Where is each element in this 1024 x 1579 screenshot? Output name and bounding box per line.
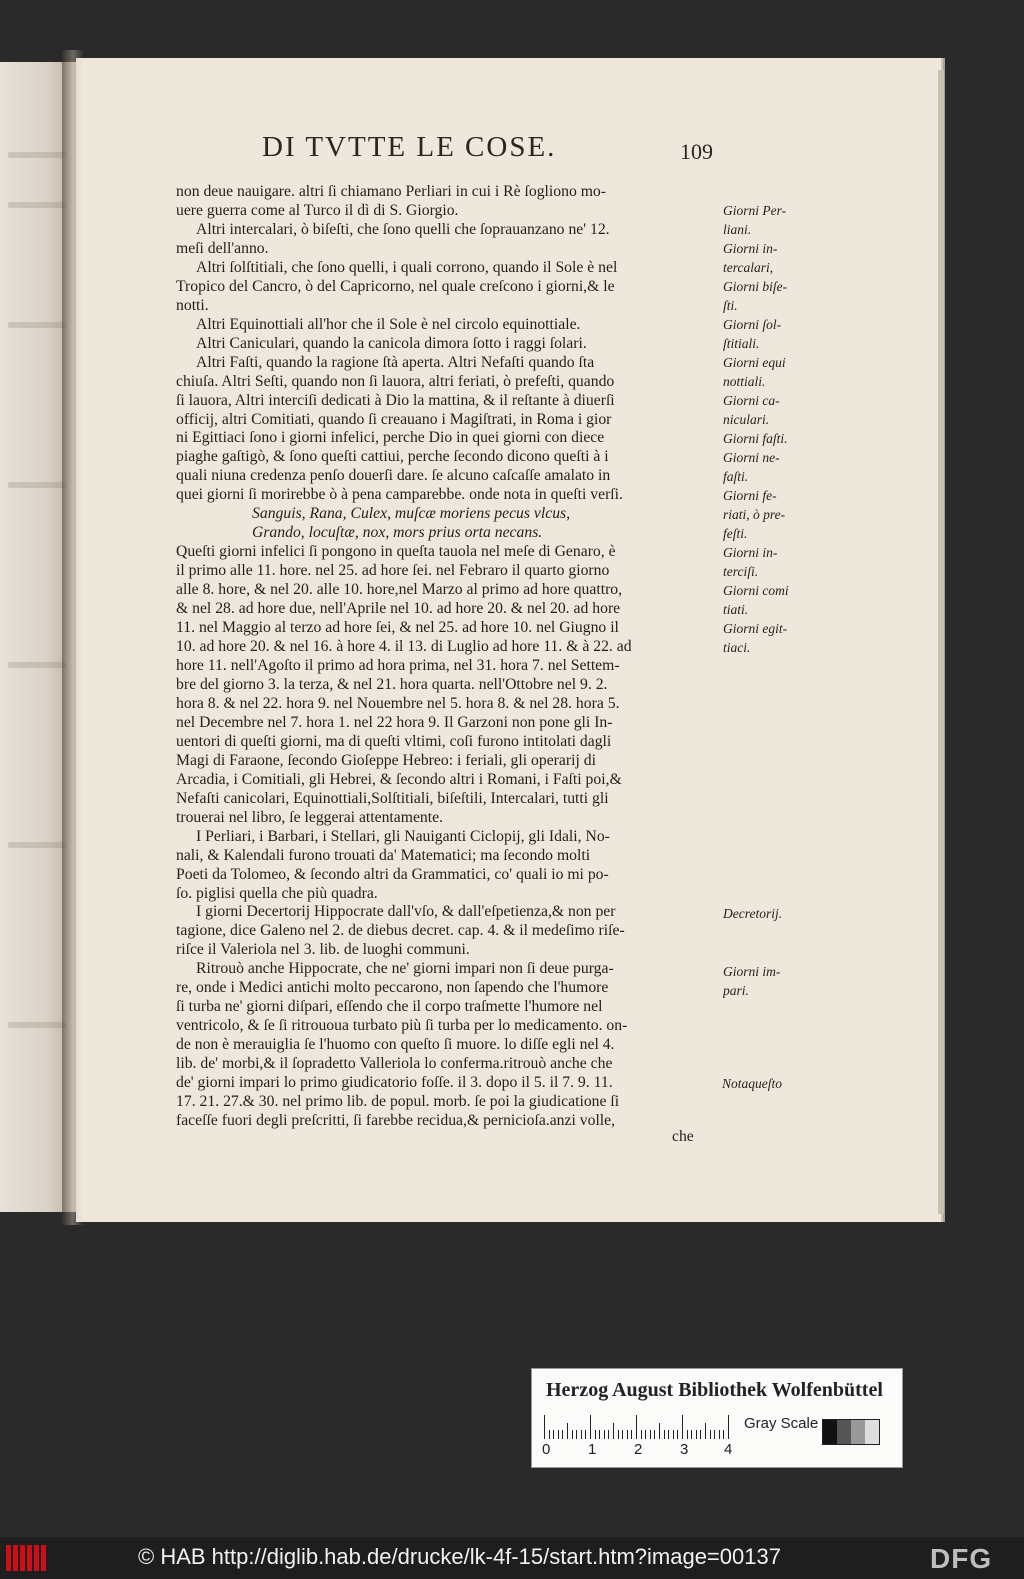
ruler-number: 2 xyxy=(634,1441,643,1458)
ruler-tick xyxy=(650,1430,651,1439)
margin-note: Giorni egit- xyxy=(723,621,788,636)
margin-note: ſti. xyxy=(723,298,738,313)
margin-note: tercalari, xyxy=(723,260,774,275)
margin-note: Giorni ca- xyxy=(723,393,780,408)
text-line: I giorni Decertorij Hippocrate dall'vſo, & dall'eſpetienza,& non per xyxy=(196,903,616,921)
ruler-tick xyxy=(654,1430,655,1439)
ruler-tick xyxy=(696,1430,697,1439)
ruler-tick xyxy=(553,1430,554,1439)
page-number: 109 xyxy=(680,139,713,164)
ruler-tick xyxy=(728,1415,729,1439)
text-line: ſo. piglisi quella che più quadra. xyxy=(176,884,378,902)
margin-note: Giorni equi xyxy=(723,355,786,370)
ruler-tick xyxy=(710,1430,711,1439)
text-line: Grando, locuſtæ, nox, mors prius orta necans. xyxy=(252,524,543,542)
ruler-tick xyxy=(714,1430,715,1439)
text-line: quei giorni ſi morirebbe ò à pena camparebbe. onde nota in queſti verſi. xyxy=(176,486,623,504)
text-line: Altri Equinottiali all'hor che il Sole è nel circolo equinottiale. xyxy=(196,315,581,333)
text-line: Tropico del Cancro, ò del Capricorno, nel quale creſcono i giorni,& le xyxy=(176,277,615,295)
ruler-tick xyxy=(705,1423,706,1439)
ruler-tick xyxy=(691,1430,692,1439)
page-fore-edge xyxy=(938,70,944,1214)
text-line: Poeti da Tolomeo, & ſecondo altri da Grammatici, co' quali io mi po- xyxy=(176,865,609,883)
book-gutter xyxy=(62,50,84,1225)
ruler-tick xyxy=(677,1430,678,1439)
ruler-tick xyxy=(549,1430,550,1439)
ruler-tick xyxy=(595,1430,596,1439)
text-line: Altri Caniculari, quando la canicola dimora ſotto i raggi ſolari. xyxy=(196,334,587,352)
text-line: Altri ſolſtitiali, che ſono quelli, i quali corrono, quando il Sole è nel xyxy=(196,258,618,276)
dfg-logo: DFG xyxy=(930,1543,993,1574)
margin-note: tiaci. xyxy=(723,640,751,655)
margin-note: niculari. xyxy=(723,412,770,427)
ruler-tick xyxy=(567,1423,568,1439)
ruler-tick xyxy=(682,1415,683,1439)
margin-note: terciſi. xyxy=(723,564,759,579)
text-line: 10. ad hore 20. & nel 16. à hore 4. il 13. di Luglio ad hore 11. & à 22. ad xyxy=(176,638,632,656)
ruler-tick xyxy=(604,1430,605,1439)
ruler-tick xyxy=(700,1430,701,1439)
text-line: de non è merauiglia ſe l'huomo con queſto ſi muore. lo diſſe egli nel 4. xyxy=(176,1036,615,1054)
margin-note: Giorni fe- xyxy=(723,488,777,503)
ruler-tick xyxy=(613,1423,614,1439)
copyright-link[interactable]: © HAB http://diglib.hab.de/drucke/lk-4f-15/start.htm?image=00137 xyxy=(138,1544,781,1569)
margin-note: Giorni in- xyxy=(723,241,778,256)
text-line: hora 8. & nel 22. hora 9. nel Nouembre nel 5. hora 8. & nel 28. hora 5. xyxy=(176,694,620,712)
ruler-tick xyxy=(687,1430,688,1439)
margin-note: feſti. xyxy=(723,526,748,541)
ruler-tick xyxy=(572,1430,573,1439)
ruler-tick xyxy=(590,1415,591,1439)
ruler-tick xyxy=(558,1430,559,1439)
ruler-tick xyxy=(581,1430,582,1439)
ruler-tick xyxy=(673,1430,674,1439)
text-line: de' giorni impari lo primo giudicatorio foſſe. il 3. dopo il 5. il 7. 9. 11. xyxy=(176,1074,613,1092)
ruler-tick xyxy=(641,1430,642,1439)
text-line: quali niuna credenza penſo douerſi dare. ſe alcuno caſcaſſe amalato in xyxy=(176,467,611,485)
ruler-tick xyxy=(627,1430,628,1439)
ruler-tick xyxy=(562,1430,563,1439)
ruler-tick xyxy=(636,1415,637,1439)
catchword: che xyxy=(672,1128,694,1145)
gray-swatch xyxy=(823,1420,837,1444)
gray-scale-label: Gray Scale xyxy=(744,1415,819,1432)
ruler-number: 3 xyxy=(680,1441,689,1458)
margin-note: Giorni faſti. xyxy=(723,431,788,446)
ruler-tick xyxy=(631,1430,632,1439)
ruler-scale xyxy=(544,1413,742,1439)
margin-note: ſtitiali. xyxy=(723,336,760,351)
text-line: uere guerra come al Turco il dì di S. Giorgio. xyxy=(176,201,459,219)
text-line: non deue nauigare. altri ſi chiamano Perliari in cui i Rè ſogliono mo- xyxy=(176,183,606,200)
text-line: Sanguis, Rana, Culex, muſcæ moriens pecus vlcus, xyxy=(252,505,571,523)
ruler-tick xyxy=(608,1430,609,1439)
text-line: alle 8. hore, & nel 20. alle 10. hore,nel Marzo al primo ad hore quattro, xyxy=(176,581,623,599)
text-line: bre del giorno 3. la terza, & nel 21. hora quarta. nell'Ottobre nel 9. 2. xyxy=(176,675,608,693)
ruler-tick xyxy=(599,1430,600,1439)
ruler-tick xyxy=(668,1430,669,1439)
margin-note: Decretorij. xyxy=(723,906,783,921)
text-line: Queſti giorni infelici ſi pongono in queſta tauola nel meſe di Genaro, è xyxy=(176,543,616,561)
text-line: Magi di Faraone, ſecondo Gioſeppe Hebreo: i feriali, gli operarij di xyxy=(176,751,596,769)
gray-swatch xyxy=(865,1420,879,1444)
margin-note: Giorni comi xyxy=(723,583,789,598)
text-line: Altri intercalari, ò biſeſti, che ſono quelli che ſoprauanzano ne' 12. xyxy=(196,220,610,238)
ruler-tick xyxy=(664,1430,665,1439)
text-line: re, onde i Medici antichi molto peccarono, non ſapendo che l'humore xyxy=(176,979,609,997)
text-line: il primo alle 11. hore. nel 25. ad hore ſei. nel Febraro il quarto giorno xyxy=(176,562,610,580)
text-line: notti. xyxy=(176,296,209,314)
text-line: 17. 21. 27.& 30. nel primo lib. de popul. morb. ſe poi la giudicatione ſi xyxy=(176,1093,620,1111)
ruler-tick xyxy=(723,1430,724,1439)
text-line: trouerai nel libro, ſe leggerai attentamente. xyxy=(176,808,444,826)
margin-note: Giorni Per- xyxy=(723,203,787,218)
margin-note: riati, ò pre- xyxy=(723,507,786,522)
text-line: nel Decembre nel 7. hora 1. nel 22 hora 9. Il Garzoni non pone gli In- xyxy=(176,713,613,731)
text-line: tagione, dice Galeno nel 2. de diebus decret. cap. 4. & il medeſimo riſe- xyxy=(176,922,625,940)
ruler-tick xyxy=(585,1430,586,1439)
text-line: Nefaſti canicolari, Equinottiali,Solſtitiali, biſeſtili, Intercalari, tutti gli xyxy=(176,789,609,807)
ruler-number: 0 xyxy=(542,1441,551,1458)
text-line: ventricolo, & ſe ſi ritrououa turbato più ſi turba per lo medicamento. on- xyxy=(176,1017,628,1035)
text-line: ſi turba ne' giorni diſpari, eſſendo che il corpo traſmette l'humore nel xyxy=(176,998,603,1016)
text-line: uentori di queſti giorni, ma di queſti vltimi, coſi furono intitolati dagli xyxy=(176,732,612,750)
footer-bar xyxy=(0,1537,1024,1579)
margin-note: Giorni ne- xyxy=(723,450,780,465)
ruler-tick xyxy=(576,1430,577,1439)
ruler-tick xyxy=(645,1430,646,1439)
text-line: chiuſa. Altri Seſti, quando non ſi lauora, altri feriati, ò prefeſti, quando xyxy=(176,372,615,390)
margin-note: Giorni biſe- xyxy=(723,279,788,294)
margin-note: Giorni ſol- xyxy=(723,317,782,332)
gray-scale-swatches xyxy=(822,1419,880,1445)
color-calibration-bar xyxy=(531,1368,903,1468)
text-line: hore 11. nell'Agoſto il primo ad hora prima, nel 31. hora 7. nel Settem- xyxy=(176,657,620,674)
text-line: officij, altri Comitiati, quando ſi creauano i Magiſtrati, in Roma i gior xyxy=(176,410,612,428)
text-line: I Perliari, i Barbari, i Stellari, gli Nauiganti Ciclopij, gli Idali, No- xyxy=(196,827,610,845)
text-line: lib. de' morbi,& il ſopradetto Valleriola lo conferma.ritrouò anche che xyxy=(176,1055,613,1073)
hab-logo-icon xyxy=(6,1545,46,1571)
text-line: Altri Faſti, quando la ragione ſtà aperta. Altri Nefaſti quando ſta xyxy=(196,353,595,371)
text-line: piaghe gaſtigò, & ſono queſti cattiui, perche ſecondo dicono queſti à i xyxy=(176,448,609,466)
text-line: Ritrouò anche Hippocrate, che ne' giorni impari non ſi deue purga- xyxy=(196,960,614,978)
text-line: 11. nel Maggio al terzo ad hore ſei, & nel 25. ad hore 10. nel Giugno il xyxy=(176,619,619,637)
text-line: & nel 28. ad hore due, nell'Aprile nel 10. ad hore 20. & nel 20. ad hore xyxy=(176,600,621,618)
ruler-tick xyxy=(719,1430,720,1439)
text-line: ſi lauora, Altri interciſi dedicati à Dio la mattina, & il reſtante à diuerſi xyxy=(176,391,615,409)
running-head: DI TVTTE LE COSE. xyxy=(262,131,557,163)
ruler-tick xyxy=(659,1423,660,1439)
text-line: faceſſe fuori degli preſcritti, ſi farebbe recidua,& pernicioſa.anzi volle, xyxy=(176,1112,616,1130)
margin-note: pari. xyxy=(723,983,749,998)
text-line: nali, & Kalendali furono trouati da' Matematici; ma ſecondo molti xyxy=(176,846,591,864)
institution-label: Herzog August Bibliothek Wolfenbüttel xyxy=(546,1379,883,1401)
ruler-tick xyxy=(622,1430,623,1439)
text-line: meſi dell'anno. xyxy=(176,239,269,257)
text-line: Arcadia, i Comitiali, gli Hebrei, & ſecondo altri i Romani, i Faſti poi,& xyxy=(176,770,622,788)
ruler-tick xyxy=(544,1415,545,1439)
margin-note: Notaqueſto xyxy=(722,1076,782,1091)
margin-note: Giorni im- xyxy=(723,964,781,979)
ruler-tick xyxy=(618,1430,619,1439)
text-line: ni Egittiaci ſono i giorni infelici, perche Dio in quei giorni con diece xyxy=(176,429,605,447)
margin-note: Giorni in- xyxy=(723,545,778,560)
margin-note: tiati. xyxy=(723,602,749,617)
margin-note: faſti. xyxy=(723,469,749,484)
gray-swatch xyxy=(851,1420,865,1444)
text-line: riſce il Valeriola nel 3. lib. de luoghi communi. xyxy=(176,941,470,959)
margin-note: liani. xyxy=(723,222,752,237)
ruler-number: 1 xyxy=(588,1441,597,1458)
ruler-number: 4 xyxy=(724,1441,733,1458)
margin-note: nottiali. xyxy=(723,374,766,389)
gray-swatch xyxy=(837,1420,851,1444)
